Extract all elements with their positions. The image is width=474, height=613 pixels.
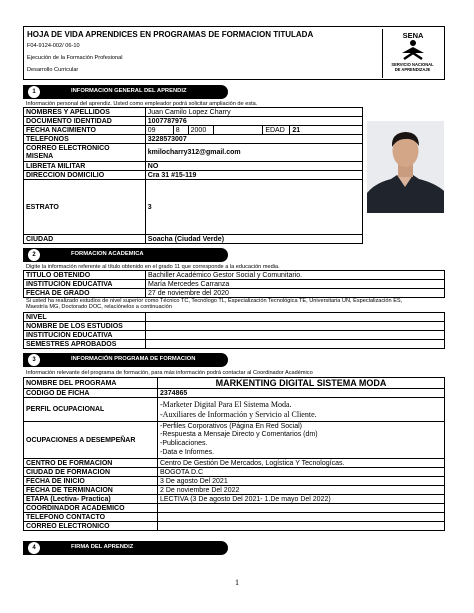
ficha-value: 2374865 bbox=[158, 389, 445, 398]
ficha-label: CODIGO DE FICHA bbox=[24, 389, 158, 398]
table-row bbox=[24, 171, 363, 180]
section-header-1 bbox=[23, 85, 228, 99]
svg-text:SENA: SENA bbox=[402, 31, 424, 40]
titulo-label: TITULO OBTENIDO bbox=[24, 271, 146, 280]
table-row bbox=[24, 389, 445, 398]
ocupaciones-value: -Perfiles Corporativos (Página En Red Social) -Respuesta a Mensaje Directo y Comentarios (dm) -Publicaciones. -Data e Informes. bbox=[158, 422, 445, 459]
page-number: 1 bbox=[235, 578, 239, 587]
sena-logo bbox=[382, 29, 442, 78]
sena-logo-icon bbox=[399, 31, 427, 61]
estrato-value: 3 bbox=[145, 180, 362, 235]
table-row bbox=[24, 522, 445, 531]
header-subprocess: Desarrollo Curricular bbox=[27, 67, 79, 73]
table-row bbox=[24, 477, 445, 486]
applicant-photo bbox=[367, 121, 444, 213]
semestres-label: SEMESTRES APROBADOS bbox=[24, 340, 146, 349]
fecha-terminacion-value: 2 De noviembre Del 2022 bbox=[158, 486, 445, 495]
centro-value: Centro De Gestión De Mercados, Logística Y Tecnologícas. bbox=[158, 459, 445, 468]
programa-value: MARKENTING DIGITAL SISTEMA MODA bbox=[158, 378, 445, 389]
academic-table bbox=[23, 270, 445, 298]
telefonos-label: TELEFONOS bbox=[24, 135, 146, 144]
institucion-value: María Mercedes Carranza bbox=[146, 280, 445, 289]
section-number: 2 bbox=[28, 249, 40, 261]
sena-logo-sub1: SERVICIO NACIONAL bbox=[391, 62, 434, 67]
ocupaciones-label: OCUPACIONES A DESEMPEÑAR bbox=[24, 422, 158, 459]
edad-label: EDAD bbox=[263, 126, 290, 135]
documento-label: DOCUMENTO IDENTIDAD bbox=[24, 117, 146, 126]
ciudad-label: CIUDAD bbox=[24, 235, 146, 244]
libreta-label: LIBRETA MILITAR bbox=[24, 162, 146, 171]
titulo-value: Bachiller Académico Gestor Social y Comunitario. bbox=[146, 271, 445, 280]
nombres-value: Juan Camilo Lopez Charry bbox=[145, 108, 362, 117]
section-header-2 bbox=[23, 248, 228, 262]
table-row bbox=[24, 235, 363, 244]
table-row bbox=[24, 322, 445, 331]
sena-logo-sub2: DE APRENDIZAJE bbox=[394, 67, 431, 72]
section1-note: Información personal del aprendiz. Usted como empleador podrá solicitar ampliación de esta. bbox=[26, 101, 258, 107]
fecha-grado-label: FECHA DE GRADO bbox=[24, 289, 146, 298]
section-label: FIRMA DEL APRENDIZ bbox=[71, 544, 134, 550]
perfil-value: -Marketer Digital Para El Sistema Moda. -Auxiliares de Información y Servicio al Cliente. bbox=[158, 398, 445, 422]
table-row bbox=[24, 495, 445, 504]
section-number: 1 bbox=[28, 86, 40, 98]
ciudad-formacion-label: CIUDAD DE FORMACION bbox=[24, 468, 158, 477]
table-row bbox=[24, 504, 445, 513]
table-row bbox=[24, 398, 445, 422]
anio-value: 2000 bbox=[188, 126, 213, 135]
direccion-label: DIRECCION DOMICILIO bbox=[24, 171, 146, 180]
program-table bbox=[23, 377, 445, 531]
fecha-terminacion-label: FECHA DE TERMINACION bbox=[24, 486, 158, 495]
table-row bbox=[24, 108, 363, 117]
table-row bbox=[24, 162, 363, 171]
table-row bbox=[24, 340, 445, 349]
section-label: INFORMACIÓN PROGRAMA DE FORMACION bbox=[71, 356, 196, 362]
etapa-value: LECTIVA (3 De agosto Del 2021- 1.De mayo Del 2022) bbox=[158, 495, 445, 504]
table-row bbox=[24, 117, 363, 126]
section-label: FORMACION ACADEMICA bbox=[71, 251, 144, 257]
table-row bbox=[24, 422, 445, 459]
section-header-3 bbox=[23, 353, 228, 367]
document-title: HOJA DE VIDA APRENDICES EN PROGRAMAS DE FORMACION TITULADA bbox=[27, 30, 314, 39]
nombres-label: NOMBRES Y APELLIDOS bbox=[24, 108, 146, 117]
document-header bbox=[23, 26, 445, 80]
table-row bbox=[24, 459, 445, 468]
ciudad-value: Soacha (Ciudad Verde) bbox=[145, 235, 362, 244]
institucion2-label: INSTITUCIÓN EDUCATIVA bbox=[24, 331, 146, 340]
fecha-inicio-label: FECHA DE INICIO bbox=[24, 477, 158, 486]
fecha-nacimiento-label: FECHA NACIMIENTO bbox=[24, 126, 146, 135]
nivel-label: NIVEL bbox=[24, 313, 146, 322]
section2-note: Digite la información referente al título obtenido en el grado 11 que corresponde a la educación media. bbox=[26, 264, 280, 270]
fecha-grado-value: 27 de noviembre del 2020 bbox=[146, 289, 445, 298]
section2-note2: Si usted ha realizado estudios de nivel superior como Técnico TC, Tecnólogo TL, Especialización Tecnológica TE, Universitaria UN, Especialización ES, Maestría MG, Doctorado DOC, relaciónelos a continuación bbox=[26, 298, 403, 311]
perfil-label: PERFIL OCUPACIONAL bbox=[24, 398, 158, 422]
centro-label: CENTRO DE FORMACION bbox=[24, 459, 158, 468]
correo-label: CORREO ELECTRONICO MISENA bbox=[24, 144, 146, 162]
table-row bbox=[24, 135, 363, 144]
table-row bbox=[24, 331, 445, 340]
section3-note: Información relevante del programa de formación, para más información podrá contactar al Coordinador Académico bbox=[26, 370, 313, 376]
header-process: Ejecución de la Formación Profesional bbox=[27, 55, 123, 61]
table-row bbox=[24, 513, 445, 522]
institucion-label: INSTITUCIÓN EDUCATIVA bbox=[24, 280, 146, 289]
correo-value: kmilocharry312@gmail.com bbox=[145, 144, 362, 162]
dia-value: 09 bbox=[145, 126, 173, 135]
table-row bbox=[24, 144, 363, 162]
table-row bbox=[24, 180, 363, 235]
table-row bbox=[24, 468, 445, 477]
etapa-label: ETAPA (Lectiva- Practica) bbox=[24, 495, 158, 504]
coordinador-label: COORDINADOR ACADEMICO bbox=[24, 504, 158, 513]
telefono-contacto-label: TELEFONO CONTACTO bbox=[24, 513, 158, 522]
direccion-value: Cra 31 #15-119 bbox=[145, 171, 362, 180]
libreta-value: NO bbox=[145, 162, 362, 171]
table-row bbox=[24, 280, 445, 289]
higher-education-table bbox=[23, 312, 445, 349]
table-row bbox=[24, 289, 445, 298]
programa-label: NOMBRE DEL PROGRAMA bbox=[24, 378, 158, 389]
correo-contacto-label: CORREO ELECTRONICO bbox=[24, 522, 158, 531]
section-header-4 bbox=[23, 541, 228, 555]
table-row bbox=[24, 126, 363, 135]
nombre-estudios-label: NOMBRE DE LOS ESTUDIOS bbox=[24, 322, 146, 331]
section-number: 4 bbox=[28, 542, 40, 554]
personal-info-table bbox=[23, 107, 363, 244]
fecha-inicio-value: 3 De agosto Del 2021 bbox=[158, 477, 445, 486]
section-number: 3 bbox=[28, 354, 40, 366]
documento-value: 1007787976 bbox=[145, 117, 362, 126]
mes-value: 8 bbox=[173, 126, 188, 135]
ciudad-formacion-value: BOGOTA D.C bbox=[158, 468, 445, 477]
document-code: F04-9124-002/ 06-10 bbox=[27, 43, 80, 49]
table-row bbox=[24, 271, 445, 280]
telefonos-value: 3228573007 bbox=[145, 135, 362, 144]
edad-value: 21 bbox=[290, 126, 363, 135]
table-row bbox=[24, 313, 445, 322]
section-label: INFORMACION GENERAL DEL APRENDIZ bbox=[71, 88, 187, 94]
table-row bbox=[24, 378, 445, 389]
estrato-label: ESTRATO bbox=[24, 180, 146, 235]
table-row bbox=[24, 486, 445, 495]
